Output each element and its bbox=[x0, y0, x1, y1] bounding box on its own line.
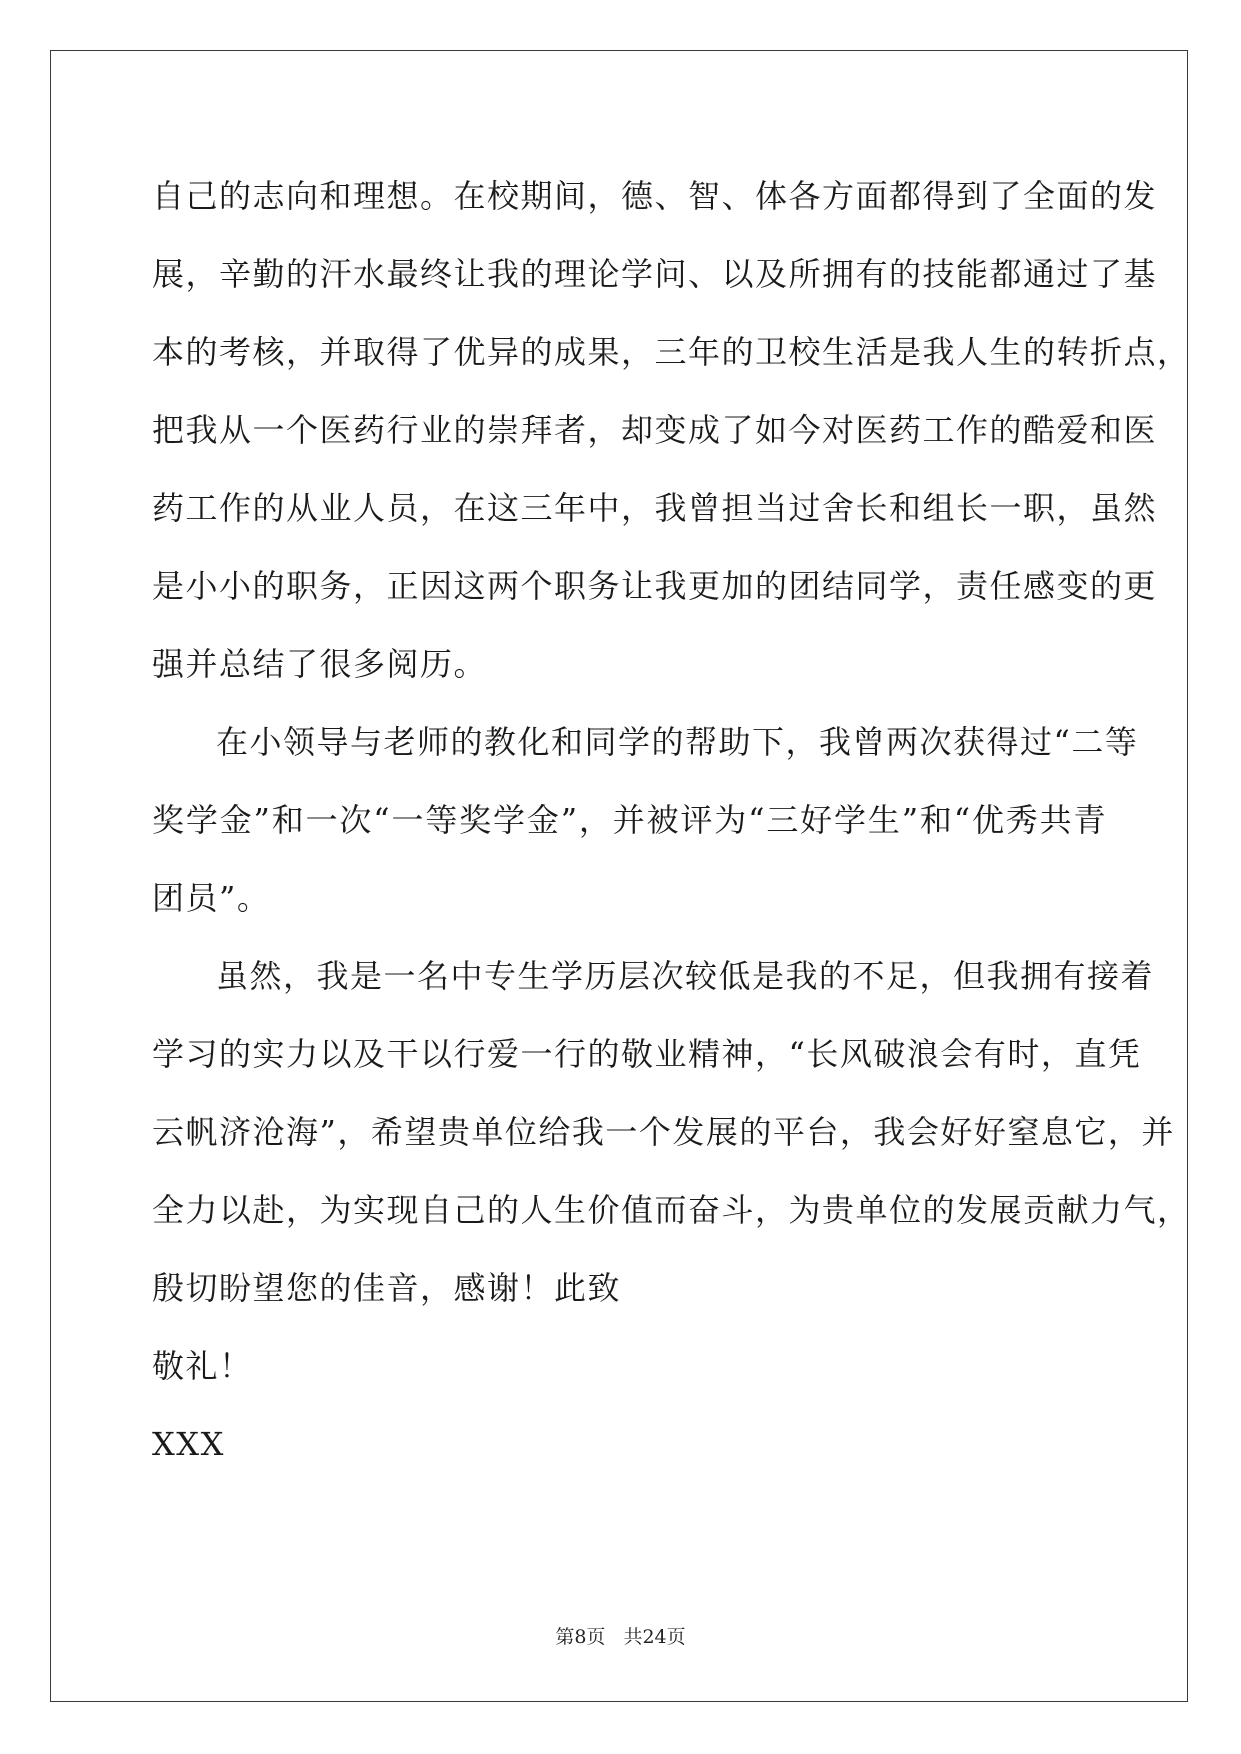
paragraph-1-line-6: 是小小的职务，正因这两个职务让我更加的团结同学，责任感变的更 bbox=[152, 567, 1158, 605]
paragraph-3-line-4: 全力以赴，为实现自己的人生价值而奋斗，为贵单位的发展贡献力气， bbox=[152, 1191, 1191, 1229]
signature: XXX bbox=[152, 1425, 225, 1463]
document-body bbox=[152, 157, 1191, 1483]
page-footer bbox=[0, 1622, 1241, 1649]
paragraph-1-line-5: 药工作的从业人员，在这三年中，我曾担当过舍长和组长一职，虽然 bbox=[152, 489, 1158, 527]
paragraph-3-line-3: 云帆济沧海”，希望贵单位给我一个发展的平台，我会好好窒息它，并 bbox=[152, 1113, 1175, 1151]
page-total: 共24页 bbox=[623, 1626, 686, 1648]
paragraph-1-line-7: 强并总结了很多阅历。 bbox=[152, 645, 488, 683]
paragraph-3-line-1: 虽然，我是一名中专生学历层次较低是我的不足，但我拥有接着 bbox=[216, 957, 1155, 995]
page-number: 第8页 bbox=[555, 1626, 606, 1648]
paragraph-1-line-3: 本的考核，并取得了优异的成果，三年的卫校生活是我人生的转折点， bbox=[152, 333, 1191, 371]
closing-salutation: 敬礼！ bbox=[152, 1347, 253, 1385]
paragraph-2-line-1: 在小领导与老师的教化和同学的帮助下，我曾两次获得过“二等 bbox=[216, 723, 1139, 761]
paragraph-1-line-4: 把我从一个医药行业的崇拜者，却变成了如今对医药工作的酷爱和医 bbox=[152, 411, 1158, 449]
paragraph-2-line-3: 团员”。 bbox=[152, 879, 271, 917]
paragraph-2-line-2: 奖学金”和一次“一等奖学金”，并被评为“三好学生”和“优秀共青 bbox=[152, 801, 1107, 839]
paragraph-1-line-2: 展，辛勤的汗水最终让我的理论学问、以及所拥有的技能都通过了基 bbox=[152, 255, 1158, 293]
paragraph-3-line-5: 殷切盼望您的佳音，感谢！此致 bbox=[152, 1269, 622, 1307]
paragraph-1-line-1: 自己的志向和理想。在校期间，德、智、体各方面都得到了全面的发 bbox=[152, 177, 1158, 215]
paragraph-3-line-2: 学习的实力以及干以行爱一行的敬业精神，“长风破浪会有时，直凭 bbox=[152, 1035, 1142, 1073]
